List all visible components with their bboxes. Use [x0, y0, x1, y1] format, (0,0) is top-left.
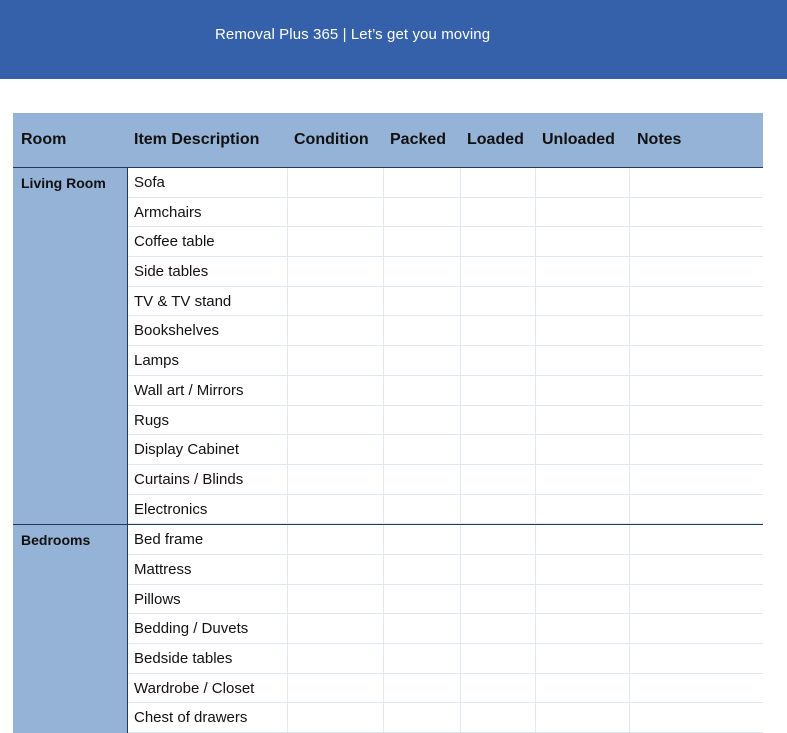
packed-cell[interactable]: [383, 168, 461, 197]
item-description: Wardrobe / Closet: [134, 679, 255, 697]
item-description-cell[interactable]: [128, 674, 288, 703]
item-description-cell[interactable]: [128, 435, 288, 464]
column-header-unloaded: Unloaded: [542, 131, 615, 148]
unloaded-cell[interactable]: [535, 495, 630, 524]
room-label: Living Room: [21, 175, 106, 191]
packed-cell[interactable]: [383, 555, 461, 584]
item-description-cell[interactable]: [128, 346, 288, 375]
unloaded-cell[interactable]: [535, 168, 630, 197]
table-row: [128, 614, 763, 644]
item-description: Rugs: [134, 411, 170, 429]
column-header-room: Room: [21, 131, 67, 148]
item-description-cell[interactable]: [128, 316, 288, 345]
table-row: [128, 465, 763, 495]
condition-cell[interactable]: [287, 287, 384, 316]
unloaded-cell[interactable]: [535, 198, 630, 227]
item-description: Sofa: [134, 174, 165, 191]
unloaded-cell[interactable]: [535, 585, 630, 614]
notes-cell[interactable]: [629, 257, 763, 286]
item-description: Bedding / Duvets: [134, 620, 249, 638]
condition-cell[interactable]: [287, 644, 384, 673]
table-row: [128, 376, 763, 406]
table-row: [128, 495, 763, 525]
notes-cell[interactable]: [629, 555, 763, 584]
inventory-table: [13, 113, 763, 733]
condition-cell[interactable]: [287, 585, 384, 614]
table-row: [128, 525, 763, 555]
table-row: [128, 406, 763, 436]
loaded-cell[interactable]: [460, 435, 536, 464]
item-description: Electronics: [134, 500, 208, 518]
notes-cell[interactable]: [629, 406, 763, 435]
item-description: Bookshelves: [134, 322, 220, 340]
room-column: [13, 168, 127, 524]
condition-cell[interactable]: [287, 525, 384, 554]
column-header-notes: Notes: [637, 131, 682, 148]
loaded-cell[interactable]: [460, 376, 536, 405]
room-column: [13, 525, 127, 733]
column-header-condition: Condition: [294, 131, 369, 148]
packed-cell[interactable]: [383, 585, 461, 614]
item-description: Pillows: [134, 590, 181, 608]
header-banner: [0, 0, 787, 79]
table-row: [128, 585, 763, 615]
unloaded-cell[interactable]: [535, 346, 630, 375]
table-body: [13, 167, 763, 733]
unloaded-cell[interactable]: [535, 287, 630, 316]
notes-cell[interactable]: [629, 316, 763, 345]
loaded-cell[interactable]: [460, 406, 536, 435]
notes-cell[interactable]: [629, 376, 763, 405]
unloaded-cell[interactable]: [535, 703, 630, 732]
condition-cell[interactable]: [287, 406, 384, 435]
item-description: Mattress: [134, 560, 192, 578]
notes-cell[interactable]: [629, 346, 763, 375]
loaded-cell[interactable]: [460, 198, 536, 227]
condition-cell[interactable]: [287, 376, 384, 405]
condition-cell[interactable]: [287, 465, 384, 494]
condition-cell[interactable]: [287, 316, 384, 345]
notes-cell[interactable]: [629, 435, 763, 464]
table-row: [128, 198, 763, 228]
unloaded-cell[interactable]: [535, 674, 630, 703]
table-row: [128, 555, 763, 585]
condition-cell[interactable]: [287, 198, 384, 227]
notes-cell[interactable]: [629, 465, 763, 494]
item-description: Bed frame: [134, 531, 204, 549]
unloaded-cell[interactable]: [535, 465, 630, 494]
notes-cell[interactable]: [629, 614, 763, 643]
condition-cell[interactable]: [287, 227, 384, 256]
item-description-cell[interactable]: [128, 614, 288, 643]
notes-cell[interactable]: [629, 495, 763, 524]
item-description: Wall art / Mirrors: [134, 381, 244, 399]
packed-cell[interactable]: [383, 495, 461, 524]
loaded-cell[interactable]: [460, 674, 536, 703]
loaded-cell[interactable]: [460, 614, 536, 643]
condition-cell[interactable]: [287, 495, 384, 524]
item-description-cell[interactable]: [128, 287, 288, 316]
condition-cell[interactable]: [287, 435, 384, 464]
table-row: [128, 674, 763, 704]
condition-cell[interactable]: [287, 346, 384, 375]
item-description-cell[interactable]: [128, 525, 288, 554]
item-description: Bedside tables: [134, 650, 233, 667]
room-section: [13, 167, 763, 524]
item-description: Coffee table: [134, 233, 215, 251]
packed-cell[interactable]: [383, 614, 461, 643]
loaded-cell[interactable]: [460, 257, 536, 286]
notes-cell[interactable]: [629, 198, 763, 227]
loaded-cell[interactable]: [460, 555, 536, 584]
item-description: Lamps: [134, 352, 180, 370]
condition-cell[interactable]: [287, 168, 384, 197]
unloaded-cell[interactable]: [535, 525, 630, 554]
condition-cell[interactable]: [287, 674, 384, 703]
item-description: Armchairs: [134, 203, 202, 221]
notes-cell[interactable]: [629, 585, 763, 614]
loaded-cell[interactable]: [460, 495, 536, 524]
table-row: [128, 644, 763, 674]
item-rows: [127, 525, 763, 733]
loaded-cell[interactable]: [460, 168, 536, 197]
notes-cell[interactable]: [629, 674, 763, 703]
notes-cell[interactable]: [629, 703, 763, 732]
table-row: [128, 227, 763, 257]
packed-cell[interactable]: [383, 227, 461, 256]
loaded-cell[interactable]: [460, 585, 536, 614]
column-header-item-description: Item Description: [134, 131, 260, 148]
notes-cell[interactable]: [629, 644, 763, 673]
packed-cell[interactable]: [383, 644, 461, 673]
table-row: [128, 435, 763, 465]
item-description-cell[interactable]: [128, 555, 288, 584]
packed-cell[interactable]: [383, 703, 461, 732]
notes-cell[interactable]: [629, 287, 763, 316]
column-header-loaded: Loaded: [467, 131, 524, 148]
packed-cell[interactable]: [383, 316, 461, 345]
item-description-cell[interactable]: [128, 168, 288, 197]
packed-cell[interactable]: [383, 287, 461, 316]
item-rows: [127, 168, 763, 524]
room-label: Bedrooms: [21, 532, 91, 549]
unloaded-cell[interactable]: [535, 644, 630, 673]
unloaded-cell[interactable]: [535, 406, 630, 435]
loaded-cell[interactable]: [460, 703, 536, 732]
item-description: Display Cabinet: [134, 441, 240, 459]
condition-cell[interactable]: [287, 555, 384, 584]
table-row: [128, 287, 763, 317]
unloaded-cell[interactable]: [535, 555, 630, 584]
packed-cell[interactable]: [383, 346, 461, 375]
packed-cell[interactable]: [383, 525, 461, 554]
packed-cell[interactable]: [383, 198, 461, 227]
notes-cell[interactable]: [629, 168, 763, 197]
item-description-cell[interactable]: [128, 465, 288, 494]
unloaded-cell[interactable]: [535, 316, 630, 345]
item-description-cell[interactable]: [128, 585, 288, 614]
unloaded-cell[interactable]: [535, 227, 630, 256]
packed-cell[interactable]: [383, 257, 461, 286]
page-title: Removal Plus 365 | Let’s get you moving: [215, 26, 491, 43]
table-row: [128, 703, 763, 733]
packed-cell[interactable]: [383, 674, 461, 703]
item-description-cell[interactable]: [128, 198, 288, 227]
packed-cell[interactable]: [383, 435, 461, 464]
packed-cell[interactable]: [383, 376, 461, 405]
item-description: Side tables: [134, 263, 209, 281]
unloaded-cell[interactable]: [535, 257, 630, 286]
table-row: [128, 316, 763, 346]
loaded-cell[interactable]: [460, 287, 536, 316]
item-description-cell[interactable]: [128, 495, 288, 524]
table-row: [128, 346, 763, 376]
item-description-cell[interactable]: [128, 227, 288, 256]
table-row: [128, 168, 763, 198]
notes-cell[interactable]: [629, 525, 763, 554]
item-description: Chest of drawers: [134, 709, 248, 727]
column-header-packed: Packed: [390, 131, 447, 148]
loaded-cell[interactable]: [460, 644, 536, 673]
packed-cell[interactable]: [383, 465, 461, 494]
room-section: [13, 524, 763, 733]
item-description-cell[interactable]: [128, 406, 288, 435]
item-description-cell[interactable]: [128, 703, 288, 732]
notes-cell[interactable]: [629, 227, 763, 256]
loaded-cell[interactable]: [460, 316, 536, 345]
table-header-row: [13, 113, 763, 167]
unloaded-cell[interactable]: [535, 435, 630, 464]
loaded-cell[interactable]: [460, 227, 536, 256]
item-description-cell[interactable]: [128, 644, 288, 673]
item-description-cell[interactable]: [128, 257, 288, 286]
item-description: Curtains / Blinds: [134, 470, 244, 488]
packed-cell[interactable]: [383, 406, 461, 435]
condition-cell[interactable]: [287, 703, 384, 732]
unloaded-cell[interactable]: [535, 376, 630, 405]
item-description-cell[interactable]: [128, 376, 288, 405]
condition-cell[interactable]: [287, 257, 384, 286]
condition-cell[interactable]: [287, 614, 384, 643]
loaded-cell[interactable]: [460, 346, 536, 375]
loaded-cell[interactable]: [460, 525, 536, 554]
loaded-cell[interactable]: [460, 465, 536, 494]
table-row: [128, 257, 763, 287]
unloaded-cell[interactable]: [535, 614, 630, 643]
item-description: TV & TV stand: [134, 292, 232, 310]
